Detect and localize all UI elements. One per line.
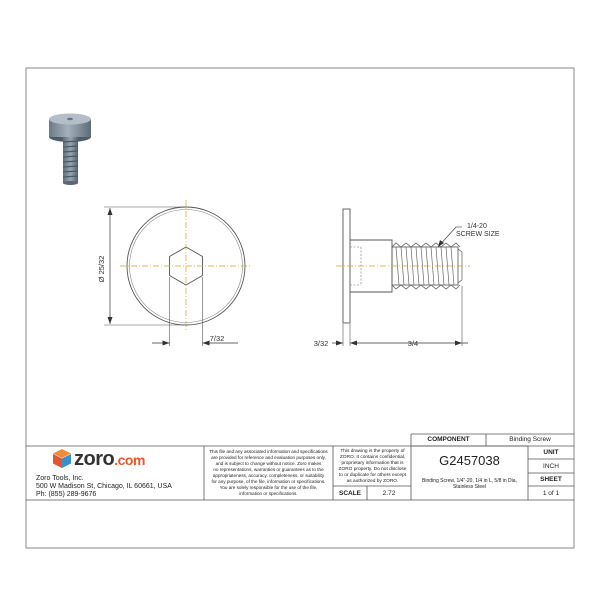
company-address: 500 W Madison St, Chicago, IL 60661, USA <box>36 483 172 490</box>
property-line: proprietary information that is <box>341 461 404 466</box>
property-line: to or duplicate for others except <box>338 473 407 478</box>
scale-label: SCALE <box>338 490 362 497</box>
hex-width-dimension: 7/32 <box>209 334 225 343</box>
thread-callout-size: 1/4-20 <box>467 223 487 230</box>
logo-name: zoro <box>74 448 115 470</box>
component-label: COMPONENT <box>427 436 470 443</box>
sheet-label: SHEET <box>540 476 562 483</box>
company-name: Zoro Tools, Inc. <box>36 475 84 482</box>
zoro-logo-icon <box>53 449 71 468</box>
property-line: ZORO. It contains confidential, <box>339 455 406 460</box>
side-view <box>332 209 470 346</box>
unit-label: UNIT <box>543 449 559 456</box>
screw-3d-thumbnail <box>49 114 91 186</box>
diameter-dimension: Ø 25/32 <box>97 255 106 283</box>
disclaimer-line: information or specifications. <box>239 491 298 496</box>
disclaimer-text <box>205 449 332 497</box>
property-line: ZORO property. Do not disclose <box>338 467 407 472</box>
property-line: as authorized by ZORO. <box>346 479 399 484</box>
logo-suffix: .com <box>114 452 145 468</box>
disclaimer-line: and is subject to change without notice. Zoro makes <box>215 461 322 466</box>
property-line: This drawing is the property of <box>340 449 405 454</box>
disclaimer-line: This file and any associated information and specifications <box>209 449 328 454</box>
property-notice <box>334 449 411 485</box>
part-description <box>411 478 528 490</box>
sheet-value: 1 of 1 <box>542 490 560 497</box>
disclaimer-line: for any purpose, of the file, information or specifications. <box>211 479 326 484</box>
part-number: G2457038 <box>439 453 500 468</box>
head-thickness-dimension: 3/32 <box>313 339 329 348</box>
description-line: Stainless Steel <box>452 484 487 490</box>
zoro-logo <box>74 448 145 471</box>
description-line: Binding Screw, 1/4"-20, 1/4 in L, 5/8 in Dia, <box>422 478 517 484</box>
front-view <box>104 200 252 346</box>
disclaimer-line: are provided for reference and evaluation purposes only, <box>211 455 326 460</box>
unit-value: INCH <box>543 463 559 470</box>
disclaimer-line: You are solely responsible for the use of the file, <box>219 485 318 490</box>
component-value: Binding Screw <box>509 436 551 443</box>
disclaimer-line: appropriateness, accuracy, completeness, or suitability <box>212 473 325 478</box>
scale-value: 2.72 <box>382 490 396 497</box>
disclaimer-line: no representations, warranties or guarantees as to the <box>213 467 324 472</box>
company-phone: Ph: (855) 289-9676 <box>36 491 97 498</box>
length-dimension: 3/4 <box>407 339 419 348</box>
thread-callout-label: SCREW SIZE <box>456 231 500 238</box>
